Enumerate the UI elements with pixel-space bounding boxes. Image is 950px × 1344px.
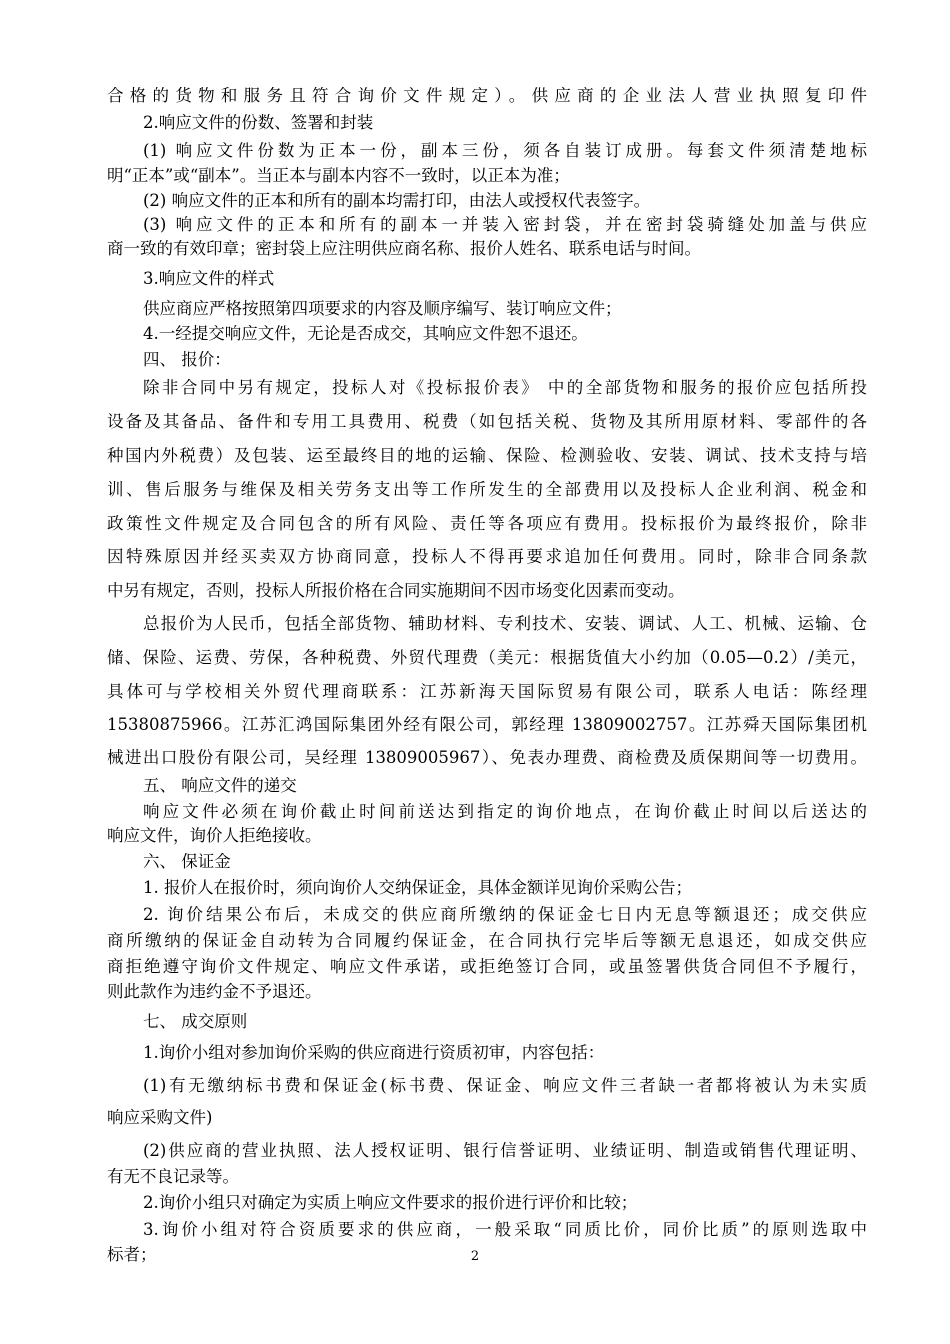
text-line: 3.询价小组对符合资质要求的供应商，一般采取“同质比价，同价比质”的原则选取中	[143, 1220, 867, 1239]
text-line: (2) 响应文件的正本和所有的副本均需打印，由法人或授权代表签字。	[143, 191, 651, 210]
text-line: (1) 响应文件份数为正本一份，副本三份，须各自装订成册。每套文件须清楚地标	[143, 141, 867, 160]
text-line: 训、售后服务与维保及相关劳务支出等工作所发生的全部费用以及投标人企业利润、税金和	[107, 480, 867, 499]
text-line: 商所缴纳的保证金自动转为合同履约保证金，在合同执行完毕后等额无息退还，如成交供应	[107, 931, 867, 950]
text-line: 除非合同中另有规定，投标人对《投标报价表》 中的全部货物和服务的报价应包括所投	[143, 378, 867, 397]
text-line: 4.一经提交响应文件，无论是否成交，其响应文件恕不退还。	[143, 324, 588, 343]
text-line: 响应文件必须在询价截止时间前送达到指定的询价地点，在询价截止时间以后送达的	[143, 802, 867, 821]
section-heading: 七、 成交原则	[143, 1012, 248, 1031]
text-line: 商一致的有效印章；密封袋上应注明供应商名称、报价人姓名、联系电话与时间。	[107, 239, 701, 258]
section-heading: 四、 报价：	[143, 350, 231, 369]
section-heading: 六、 保证金	[143, 852, 231, 871]
text-line: 则此款作为违约金不予退还。	[107, 982, 322, 1001]
text-line: 响应采购文件)	[107, 1108, 213, 1127]
text-line: 2.响应文件的份数、签署和封装	[143, 113, 374, 132]
text-line: 设备及其备品、备件和专用工具费用、税费（如包括关税、货物及其所用原材料、零部件的各	[107, 412, 867, 431]
text-line: 种国内外税费）及包装、运至最终目的地的运输、保险、检测验收、安装、调试、技术支持与培	[107, 446, 867, 465]
text-line: 响应文件，询价人拒绝接收。	[107, 826, 322, 845]
text-line: (2)供应商的营业执照、法人授权证明、银行信誉证明、业绩证明、制造或销售代理证明、	[143, 1141, 867, 1160]
text-line: 合格的货物和服务且符合询价文件规定）。供应商的企业法人营业执照复印件	[107, 86, 867, 105]
section-heading: 五、 响应文件的递交	[143, 776, 297, 795]
text-line: 1.询价小组对参加询价采购的供应商进行资质初审，内容包括：	[143, 1043, 605, 1062]
text-line: (3) 响应文件的正本和所有的副本一并装入密封袋，并在密封袋骑缝处加盖与供应	[143, 215, 867, 234]
text-line: (1)有无缴纳标书费和保证金(标书费、保证金、响应文件三者缺一者都将被认为未实质	[143, 1076, 867, 1095]
text-line: 15380875966。江苏汇鸿国际集团外经有限公司，郭经理 13809002757。江苏舜天国际集团机	[107, 715, 867, 734]
text-line: 政策性文件规定及合同包含的所有风险、责任等各项应有费用。投标报价为最终报价，除非	[107, 514, 867, 533]
text-line: 1. 报价人在报价时，须向询价人交纳保证金，具体金额详见询价采购公告；	[143, 878, 692, 897]
text-line: 明“正本”或“副本”。当正本与副本内容不一致时，以正本为准；	[107, 166, 570, 185]
text-line: 商拒绝遵守询价文件规定、响应文件承诺，或拒绝签订合同，或虽签署供货合同但不予履行，	[107, 957, 867, 976]
text-line: 标者；	[107, 1245, 157, 1264]
page-number: 2	[470, 1249, 480, 1264]
text-line: 2. 询价结果公布后，未成交的供应商所缴纳的保证金七日内无息等额退还；成交供应	[143, 905, 867, 924]
text-line: 供应商应严格按照第四项要求的内容及顺序编写、装订响应文件；	[143, 299, 622, 318]
text-line: 储、保险、运费、劳保，各种税费、外贸代理费（美元：根据货值大小约加（0.05—0.2）/美元，	[107, 648, 867, 667]
text-line: 中另有规定，否则，投标人所报价格在合同实施期间不因市场变化因素而变动。	[107, 581, 685, 600]
text-line: 具体可与学校相关外贸代理商联系：江苏新海天国际贸易有限公司，联系人电话：陈经理	[107, 682, 867, 701]
text-line: 3.响应文件的样式	[143, 269, 275, 288]
text-line: 有无不良记录等。	[107, 1167, 239, 1186]
text-line: 2.询价小组只对确定为实质上响应文件要求的报价进行评价和比较；	[143, 1193, 638, 1212]
text-line: 总报价为人民币，包括全部货物、辅助材料、专利技术、安装、调试、人工、机械、运输、仓	[143, 614, 867, 633]
text-line: 械进出口股份有限公司，吴经理 13809005967）、免表办理费、商检费及质保期间等一切费用。	[107, 748, 867, 767]
text-line: 因特殊原因并经买卖双方协商同意，投标人不得再要求追加任何费用。同时，除非合同条款	[107, 547, 867, 566]
